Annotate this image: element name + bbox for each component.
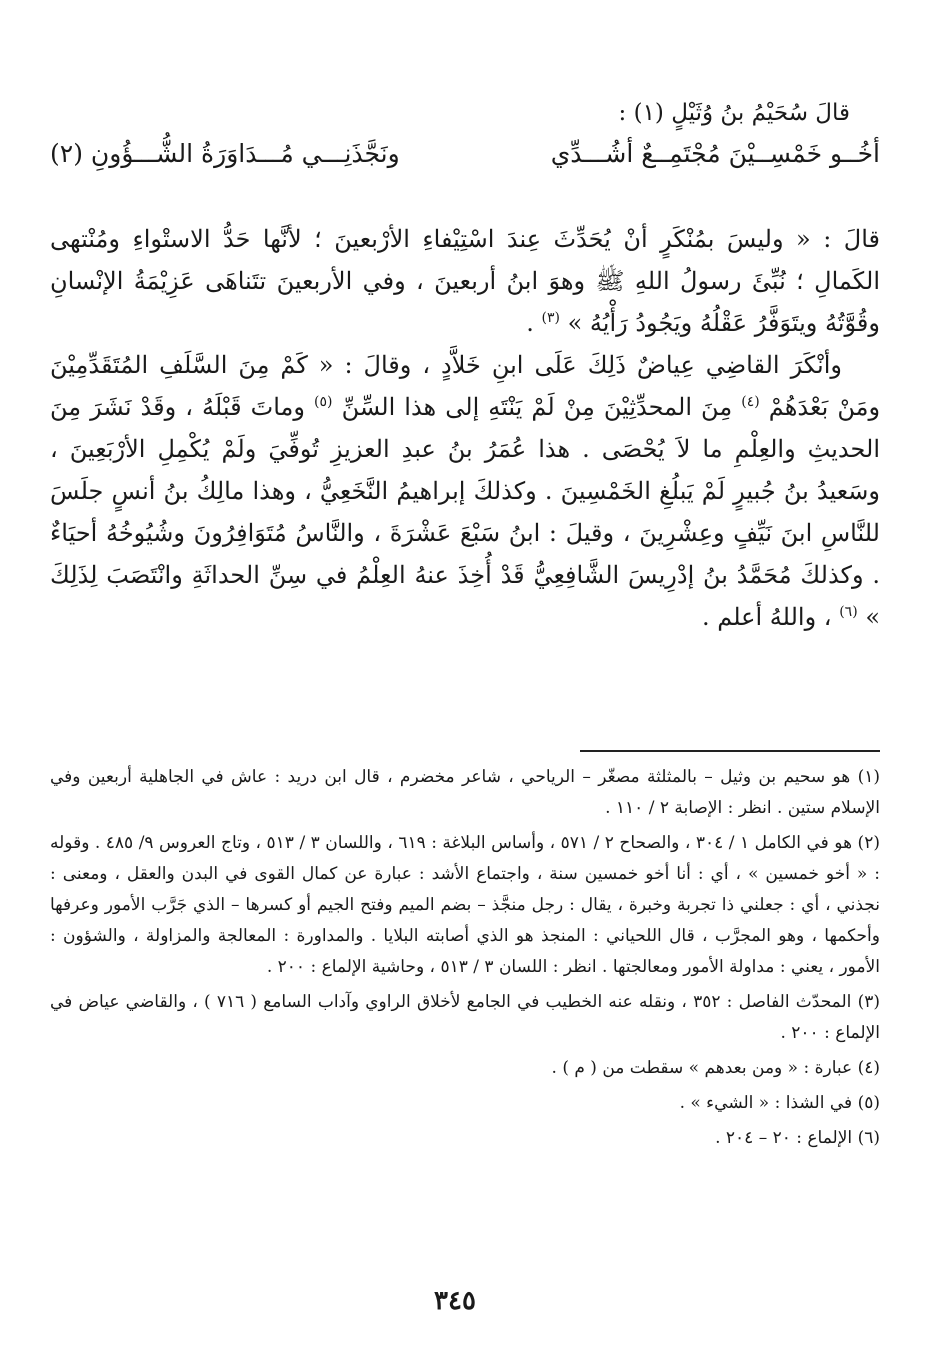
footnote-text: المحدّث الفاصل : ٣٥٢ ، ونقله عنه الخطيب في الجامع لأخلاق الراوي وآداب السامع ( ٧١٦ ) ، والقاضي عياض في الإلماع : ٢٠٠ . <box>50 992 880 1043</box>
paragraph-2-text-b: مِنَ المحدِّثِيْنَ مِنْ لَمْ يَنْتَهِ إلى هذا السِّنِّ <box>341 393 733 421</box>
page-number: ٣٤٥ <box>434 1286 476 1316</box>
footnote-2 <box>50 828 880 983</box>
footnote-label: (٣) <box>857 992 881 1012</box>
first-hemistich: أخُــو خَمْسِــيْنَ مُجْتَمِــعٌ أشُـــدِّي <box>550 139 880 168</box>
footnote-text: في الشذا : « الشيء » . <box>679 1093 853 1113</box>
verse-intro <box>60 98 850 128</box>
footnote-label: (٥) <box>857 1093 880 1113</box>
footnote-4 <box>50 1053 880 1084</box>
footnote-text: عبارة : « ومن بعدهم » سقطت من ( م ) . <box>551 1058 853 1078</box>
footnote-ref-6[interactable]: (٦) <box>839 604 858 620</box>
verse-intro-text: قالَ سُحَيْمُ بنُ وُثَيْلٍ (١) : <box>618 100 850 126</box>
second-hemistich: ونَجَّذَنِـــي مُـــدَاوَرَةُ الشُّـــؤُونِ (٢) <box>50 139 400 168</box>
paragraph-2-text-c: وماتَ قَبْلَهُ ، وقَدْ نَشَرَ مِنَ الحديثِ والعِلْمِ ما لاَ يُحْصَى . هذا عُمَرُ بنُ عبدِ العزيزِ تُوفِّيَ ولَمْ يُكْمِلِ الأرْبَعِينَ ، وسَعيدُ بنُ جُبيرٍ لَمْ يَبلُغِ الخَمْسِينَ . وكذلكَ إبراهيمُ النَّخَعِيُّ ، وهذا مالِكُ بنُ أنسٍ جلَسَ للنَّاسِ ابنَ نَيِّفٍ وعِشْرِينَ ، وقيلَ : ابنُ سَبْعَ عَشْرَةَ ، والنَّاسُ مُتَوَافِرُونَ وشُيُوخُهُ أحيَاءٌ . وكذلكَ مُحَمَّدُ بنُ إدْرِيسَ الشَّافِعِيُّ قَدْ أُخِذَ عنهُ العِلْمُ في سِنِّ الحداثَةِ وانْتَصَبَ لِذَلِكَ » <box>50 393 880 631</box>
footnote-text: هو في الكامل ١ / ٣٠٤ ، والصحاح ٢ / ٥٧١ ، وأساس البلاغة : ٦١٩ ، واللسان ٣ / ٥١٣ ، وتاج العروس ٩/ ٤٨٥ . وقوله : « أخو خمسين » ، أي : أنا أخو خمسين سنة ، واجتماع الأشد : عبارة عن كمال القوى في البدن والعقل ، ومعنى : نجذني ، أي : جعلني ذا تجربة وخبرة ، يقال : رجل منجَّذ – بضم الميم وفتح الجيم أو كسرها – الذي جَرَّب الأمور وعرفها وأحكمها ، وهو المجرَّب ، قال اللحياني : المنجذ هو الذي أصابته البلايا . والمداورة : المعالجة والمزاولة ، والشؤون : الأمور ، يعني : مداولة الأمور ومعالجتها . انظر : اللسان ٣ / ٥١٣ ، وحاشية الإلماع : ٢٠٠ . <box>50 833 880 977</box>
footnote-label: (١) <box>857 767 880 787</box>
footnote-divider <box>580 750 880 752</box>
paragraph-2 <box>50 344 880 638</box>
footnote-text: الإلماع : ٢٠ – ٢٠٤ . <box>715 1128 853 1148</box>
poem-verse <box>50 130 880 178</box>
footnote-5 <box>50 1088 880 1119</box>
footnote-label: (٢) <box>857 833 880 853</box>
footnote-label: (٦) <box>857 1128 880 1148</box>
paragraph-2-text-a: وأنْكَرَ القاضِي عِياضٌ ذَلِكَ عَلَى ابنِ خَلاَّدٍ ، وقالَ : « كَمْ مِنَ السَّلَفِ المُتَقَدِّمِيْنَ ومَنْ بَعْدَهُمْ <box>50 351 881 421</box>
footnote-ref-4[interactable]: (٤) <box>741 394 760 410</box>
footnotes-list <box>50 762 880 1158</box>
book-page <box>50 90 881 1320</box>
main-text <box>50 218 880 638</box>
footnote-ref-5[interactable]: (٥) <box>314 394 333 410</box>
footnote-text: هو سحيم بن وثيل – بالمثلثة مصغّر – الرياحي ، شاعر مخضرم ، قال ابن دريد : عاش في الجاهلية أربعين وفي الإسلام ستين . انظر : الإصابة ٢ / ١١٠ . <box>50 767 880 818</box>
paragraph-1-end: . <box>526 309 534 337</box>
footnote-6 <box>50 1123 880 1154</box>
paragraph-2-text-d: ، واللهُ أعلم . <box>702 603 832 631</box>
paragraph-1-text: قالَ : « وليسَ بمُنْكَرٍ أنْ يُحَدِّثَ عِندَ اسْتِيْفاءِ الأرْبعينَ ؛ لأنَّها حَدُّ الاستْواءِ ومُنْتهى الكَمالِ ؛ نُبِّئَ رسولُ اللهِ ﷺ وهوَ ابنُ أربعينَ ، وفي الأربعينَ تتَناهَى عَزِيْمَةُ الإنْسانِ وقُوَّتُهُ ويتَوَفَّرُ عَقْلُهُ ويَجُودُ رَأْيُهُ » <box>50 225 880 337</box>
footnote-ref-3[interactable]: (٣) <box>541 310 560 326</box>
footnote-label: (٤) <box>857 1058 880 1078</box>
footnote-3 <box>50 987 880 1049</box>
paragraph-1 <box>50 218 880 344</box>
footnote-1 <box>50 762 880 824</box>
